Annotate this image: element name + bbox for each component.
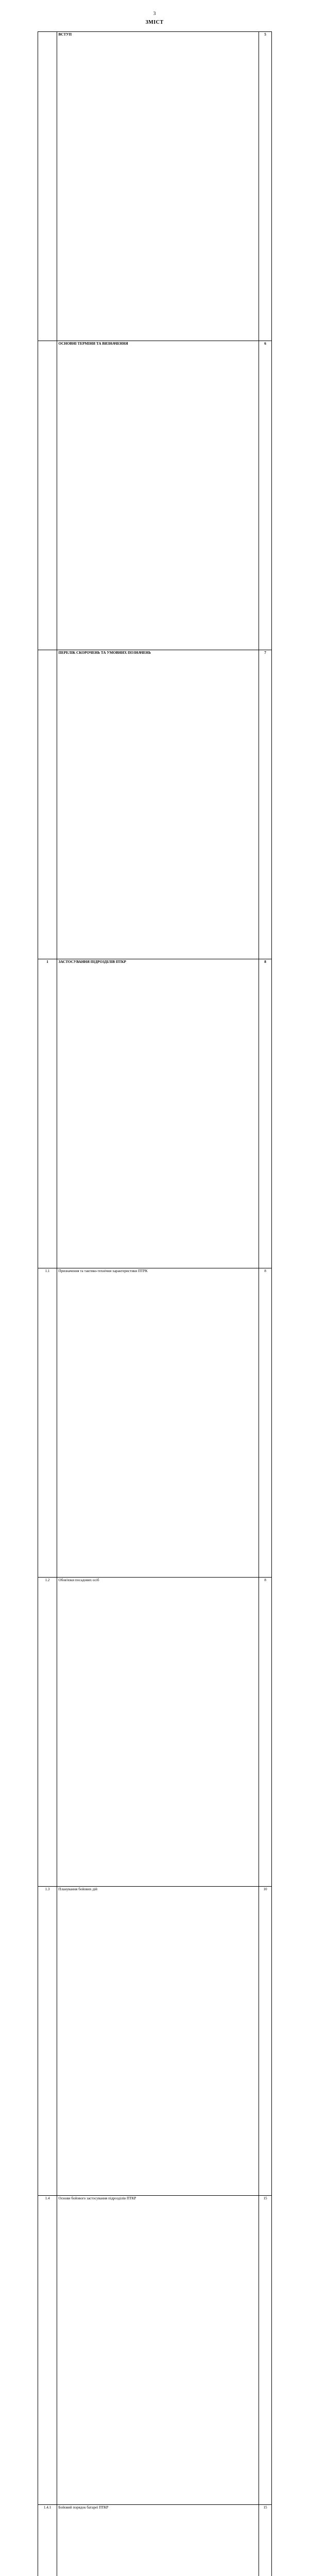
table-row — [38, 650, 271, 959]
toc-section-number — [38, 341, 57, 650]
toc-entry-page: 15 — [259, 2505, 271, 2576]
toc-section-number — [38, 650, 57, 959]
toc-entry-page: 5 — [259, 32, 271, 341]
toc-entry-page: 10 — [259, 1887, 271, 2196]
toc-entry-title[interactable]: Бойовий порядок батареї ПТКР — [57, 2505, 259, 2576]
toc-section-number: 1.1 — [38, 1268, 57, 1578]
table-row — [38, 2505, 271, 2576]
table-row — [38, 959, 271, 1268]
table-row — [38, 341, 271, 650]
toc-section-number: 1.2 — [38, 1578, 57, 1887]
table-row — [38, 1887, 271, 2196]
table-of-contents — [38, 31, 272, 2576]
table-row — [38, 2196, 271, 2505]
table-row — [38, 1578, 271, 1887]
toc-entry-page: 15 — [259, 2196, 271, 2505]
table-row — [38, 1268, 271, 1578]
toc-section-number: 1.4 — [38, 2196, 57, 2505]
toc-body — [38, 32, 271, 2576]
toc-entry-page: 8 — [259, 1578, 271, 1887]
toc-entry-title[interactable]: ПЕРЕЛІК СКОРОЧЕНЬ ТА УМОВНИХ ПОЗНАЧЕНЬ — [57, 650, 259, 959]
toc-entry-title[interactable]: Планування бойових дій — [57, 1887, 259, 2196]
toc-entry-title[interactable]: ВСТУП — [57, 32, 259, 341]
page-number: 3 — [21, 11, 288, 16]
toc-entry-page: 7 — [259, 650, 271, 959]
toc-entry-title[interactable]: ЗАСТОСУВАННЯ ПІДРОЗДІЛІВ ПТКР — [57, 959, 259, 1268]
document-page — [0, 0, 309, 309]
toc-section-number — [38, 32, 57, 341]
toc-section-number: 1.4.1 — [38, 2505, 57, 2576]
table-row — [38, 32, 271, 341]
toc-entry-title[interactable]: Призначення та тактико-технічни характеристики ПТРК — [57, 1268, 259, 1578]
toc-entry-page: 6 — [259, 341, 271, 650]
toc-entry-page: 8 — [259, 959, 271, 1268]
toc-entry-title[interactable]: Обов'язки посадових осіб — [57, 1578, 259, 1887]
page-title: ЗМІСТ — [21, 20, 288, 25]
toc-entry-title[interactable]: Основи бойового застосування підрозділів ПТКР — [57, 2196, 259, 2505]
toc-entry-page: 8 — [259, 1268, 271, 1578]
toc-section-number: 1 — [38, 959, 57, 1268]
toc-section-number: 1.3 — [38, 1887, 57, 2196]
toc-entry-title[interactable]: ОСНОВНІ ТЕРМІНИ ТА ВИЗНАЧЕННЯ — [57, 341, 259, 650]
